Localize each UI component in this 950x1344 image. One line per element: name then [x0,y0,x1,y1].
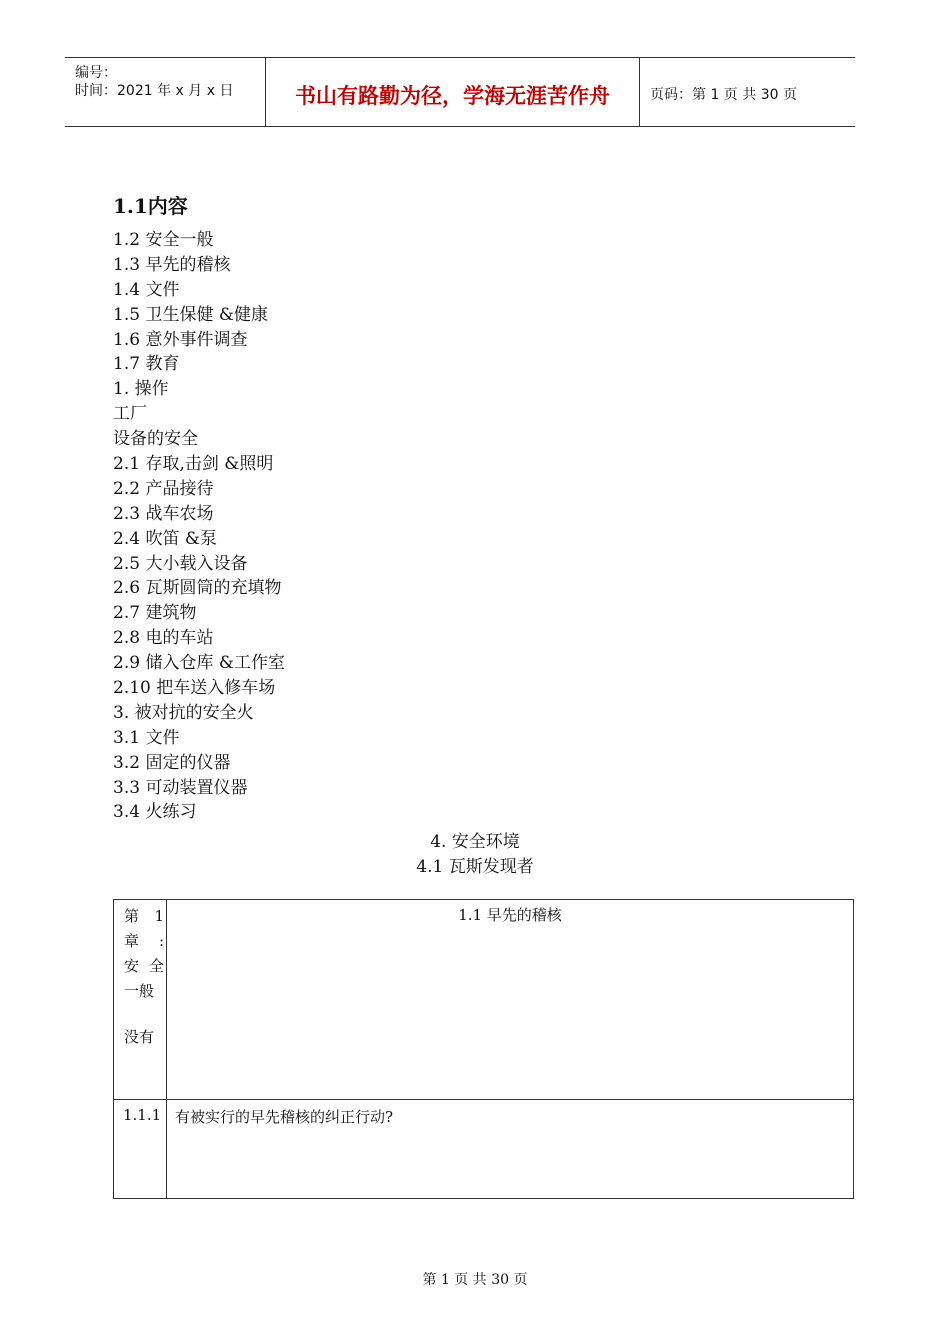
chapter-text: 安 [124,957,140,975]
toc-centered-heading-2: 4.1 瓦斯发现者 [416,857,534,877]
table-row-divider [114,1099,853,1100]
toc-item: 2.2 产品接待 [113,478,214,499]
number-label: 编号： [75,65,117,81]
toc-item: 2.3 战车农场 [113,503,214,524]
section-title: 1.1 早先的稽核 [458,906,562,924]
toc-item: 3.4 火练习 [113,802,197,823]
audit-table [113,899,854,1199]
item-question: 有被实行的早先稽核的纠正行动? [175,1108,394,1126]
table-column-divider [166,900,167,1198]
toc-title: 1.1内容 [113,194,188,218]
header-page-cell [640,58,855,126]
toc-item: 1.7 教育 [113,354,180,375]
chapter-row [124,979,164,1004]
toc-item: 1.2 安全一般 [113,230,214,250]
toc-item: 1.4 文件 [113,279,180,300]
chapter-text: : [158,932,164,950]
motto: 书山有路勤为径，学海无涯苦作舟 [295,84,610,108]
page-footer: 第 1 页 共 30 页 [422,1272,528,1288]
chapter-text: 1 [154,907,164,925]
toc-item: 3.3 可动装置仪器 [113,777,248,798]
chapter-row [124,904,164,929]
nothing-label: 没有 [124,1028,155,1046]
toc-centered-heading-1: 4. 安全环境 [430,832,520,852]
page-info: 页码：第 1 页 共 30 页 [650,87,797,103]
item-number: 1.1.1 [123,1106,162,1124]
toc-item: 2.4 吹笛 &泵 [113,528,217,549]
document-header [65,57,855,127]
chapter-text: 全 [148,957,164,975]
chapter-text: 第 [124,907,140,925]
toc-item: 2.7 建筑物 [113,603,197,624]
toc-item: 2.10 把车送入修车场 [113,678,276,699]
toc-item: 2.6 瓦斯圆筒的充填物 [113,578,282,599]
chapter-text: 一般 [124,982,155,1000]
toc-item: 2.8 电的车站 [113,628,214,649]
toc-item: 1.5 卫生保健 &健康 [113,304,268,325]
toc-item: 1. 操作 [113,379,169,400]
toc-item: 1.3 早先的稽核 [113,254,231,275]
header-meta-cell [65,58,266,126]
chapter-cell [124,904,164,1004]
toc-item: 3. 被对抗的安全火 [113,702,254,723]
chapter-text: 章 [124,932,140,950]
header-motto-cell [266,58,640,126]
toc-item: 3.1 文件 [113,727,180,748]
toc-list [113,228,285,825]
toc-item: 设备的安全 [113,429,198,450]
toc-item: 1.6 意外事件调查 [113,329,248,350]
toc-item: 2.5 大小载入设备 [113,553,248,574]
toc-item: 2.9 储入仓库 &工作室 [113,653,285,674]
time-label: 时间：2021 年 x 月 x 日 [75,83,234,99]
chapter-row [124,929,164,954]
toc-item: 3.2 固定的仪器 [113,752,231,773]
toc-item: 2.1 存取,击剑 &照明 [113,454,274,475]
chapter-row [124,954,164,979]
toc-item: 工厂 [113,404,147,425]
